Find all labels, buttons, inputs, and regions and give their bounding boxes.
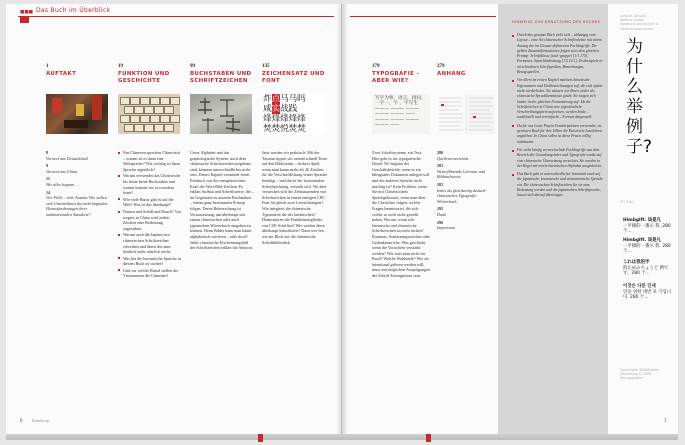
sample-text-4: 이것은 다른 인새 연을 위한 대번 보 기입니다. 280 个… <box>623 284 671 301</box>
bullet-item: Namen und Schall und Rauch? Von wegen: in China wird jedem Zeichen eine Bedeutung zugeordnet. <box>118 209 182 231</box>
chapter-2-number: 19 <box>118 64 123 69</box>
chapter-2-title: FUNKTION UND GESCHICHTE <box>118 71 170 84</box>
sidebar-title: HINWEISE ZUR BENUTZUNG DES BUCHES <box>512 20 601 24</box>
bullet-item: Was hat die koreanische Sprache in diesem Buch zu suchen? <box>118 256 182 267</box>
chapter-1-image <box>46 94 108 134</box>
chapter-6-number: 279 <box>437 64 445 69</box>
bullet-item: Warum auch die Japaner mit chinesischen Schriftzeichen schreiben und ihnen das zum deutlich mehr nützlich reicht. <box>118 232 182 254</box>
margin-notes-top: Lorbuus (Dusstl) Wallbus Global sansbuus und dunhen & Forschungsgenossen <box>620 14 659 31</box>
sidebar-item: Vor allem im ersten Kapitel machen chinesische Eigennamen und Titelbezeichnungen auf, die sich später nicht wiederholen. Sie müssen von Ihnen weder als chinesische Sprachkenntnisse geübt. Sie tragen sich immer in der gleichen Formatierung auf: Da die Schriftzeichen in China eine eigentümliche Verschreibungsform aufweisen, werden beide – traditionell und vereinfacht – Formen dargestellt. <box>512 78 604 120</box>
chapter-4-number: 135 <box>262 64 270 69</box>
sidebar-list <box>512 33 604 202</box>
column-1-text: 8 Vorwort aus Deutschland 9 Vorwort aus China 11 Wie alles begann … 14 Vier Fälle – viele Ansätze Wie stellen sich Unternehmen des mehrlingualen Herausforderungen ihrer multinationalen Standorte? <box>46 150 108 217</box>
column-5-text: Zwei Schriftsysteme, ein Text: Hier geht es ins typografische Detail. Wo beginnt der Geschäftsbetrieb, wenn er ein bilinguales Dokument anlegen soll und der anderen Sprache nicht mächtig ist? Kein Problem, wenn Sie mit Chinesischem Sprachgebrauch, wenn man über die Checkliste folgen, welche Fragen beantwortet, die sich vorher so noch nicht gestellt haben. Worum, wenn sich lateinische und chinesische Schriftzeichen zu nicht rächen? Kommas, Auslassungszeichen oder Gedankenstriche: Was geschieht, wenn die Vorsichten verstärkt werden? Wie setzt man nicht ein Buch? Welche Wahlstiele? Wer sie intentional gelesen werden will, muss mit möglichen Ausprägungen der Schrift Erzeugnissen sein. <box>372 150 430 279</box>
section-marker: ■■■ <box>20 10 34 15</box>
chapter-2-image <box>118 94 180 134</box>
bullet-item: Warum verwendet das Chinesische bis heute keine Buchstaben und warum können wir es trotzdem lesen? <box>118 173 182 195</box>
section-title: Das Buch im Überblick <box>36 7 111 14</box>
stone-carving-graphic <box>190 94 252 134</box>
book-spread <box>6 4 678 440</box>
section-tab <box>20 17 29 23</box>
column-6-text: 280 Quellenverzeichnis 281 Weiterführende Literatur und Bildnachweise 282 Index als gleichzeitig deutsch-chinesisches Typografie-Wörterbuch 295 Dank 296 Impressum <box>437 150 487 231</box>
chapter-5-title: TYPOGRAFIE – ABER WIE? <box>372 71 420 84</box>
sidebar-item: Durch das gesamte Buch zieht sich – abhängig vom Layout – eine Art chinesischer Schriftenleiste mit einem Auszug der im Glossar definierten Fachbegriffe. Die gelben Zusatzinformationen folgen stets dem gleichen Prinzip: Schriftklasse (und -gruppe) [1/1.175], Formenes, Sprachbedeutung [1.5 10.1], Textbeispiele in verschiedenen Schriftgrößen, Bemerkungen, Bezugsquellen. <box>512 33 604 75</box>
chapter-5-image <box>372 94 430 134</box>
header-rule <box>18 16 334 17</box>
index-pages-graphic <box>437 94 495 134</box>
sample-text-3: これは我的字 的ためのちょうど 例です。280 个… <box>623 260 669 277</box>
bullet-item: Und vor welche Rätsel stellen die Vietnamesen die Chinesen? <box>118 268 182 279</box>
usage-notes-sidebar <box>498 4 608 434</box>
chapter-1-title: AUFTAKT <box>46 71 77 77</box>
column-2-text <box>118 150 182 280</box>
bookmark-ribbon <box>258 434 263 442</box>
header-rule-right <box>350 16 496 17</box>
chapter-4-image <box>262 94 326 134</box>
chapter-6-title: ANHANG <box>437 71 466 77</box>
page-block-edge <box>6 434 678 440</box>
book-spine-shadow <box>336 4 348 434</box>
column-4-text: Jetzt werden wir praktisch: Mit der Tastatur tippen wir rasend schnell Texte auf den Bildschirm – leichtes Spiel, wenn man kaum mehr als 26 Zeichen für die Verschriftlichung seiner Sprache benötigt – und das in der horizontalen Schreibrichtung, versteht sich. Wo aber verstecken sich die Zehntausenden von Schriftzeichen in einem einzigen CJK-Font für gleich zwei Leserichtungen? Wie integriert die chinesische Typometrie die der lateinischen? Harmonieren die Familienmitglieder von CJK-Schriften? Wie werden diese überhaupt klassifiziert? Dazu wer-fen wir ein Blick auf die chinesische Schriftbibliothek. <box>262 150 328 245</box>
column-3-text: Unser Alphabet und das graphologische System, nach dem chinesische Schriftzeichen aufgebaut sind, könnten unterschiedlicher nicht sein. Dieses Kapitel vermittelt einen Eindruck von der metaphorischen Kraft der Wort-Bild-Zeichen. Es erklärt Aufbau und Schreibweise, die – im Gegensatz zu unseren Buchstaben – einem ganz bestimmten Prinzip folgen. Deren Beherrschung ist Voraussetzung, um überhaupt mit einem chinesischen oder auch japanischen Wörterbuch umgehen zu können. Denn Bilder kann man kaum alphabetisch sortieren – oder doch? Jedes chinesische Erscheinungsbild der Schriftzeichen erklärt die Antwort. <box>190 150 254 251</box>
margin-notes-bottom: Typischsten Bibliotheken Verwaltung & CHPD Bezugsquellen <box>620 368 660 381</box>
chapter-3-number: 99 <box>190 64 195 69</box>
left-page <box>6 4 342 434</box>
left-folio: 6 Einleitung <box>20 418 49 423</box>
chapter-3-title: BUCHSTABEN UND SCHRIFTZEICHEN <box>190 71 252 84</box>
sidebar-item: Das Buch geht in unterschiedlicher Intensität nach auf die japanische, koreanische und vietnamesische Sprache ein. Die chinesischen Schriftzeichen für sie zum Bedeutung werden und die japanischen Schriftsprache, lassen sich darauf übertragen. <box>512 172 604 198</box>
chapter-6-image <box>437 94 495 134</box>
bullet-item: Wie viele Hanzi gibt es auf der Welt? Was ist das überhaupt? <box>118 197 182 208</box>
chinese-headline: 为什么举例子? <box>626 37 653 157</box>
chapter-5-image-glyphs: 写字为事，语言，再问， 一字一，字 ，字写生 ——— ——— ——— ——— ——— —— ——— ——— ——— ——— —— <box>375 96 426 129</box>
right-folio: 7 <box>664 418 667 423</box>
chapter-3-image <box>190 94 252 134</box>
margin-size-label: W / 9?pt <box>620 200 634 204</box>
chapter-4-title: ZEICHENSATZ UND FONT <box>262 71 325 84</box>
sample-text-1: Himbglft. 该是凡 一平梯的一番示 我. 280 个… <box>623 218 671 235</box>
chapter-4-image-glyphs: 炸点马马吗 咸实战践 烽烽烽烽烽 焚焚悦焚焚 <box>263 94 306 134</box>
sample-text-2: Himbglft. 该是凡 一平梯的一番示 我. 280 个… <box>623 238 671 255</box>
bookmark-ribbon-2 <box>426 434 431 442</box>
bullet-item: Nur Chinesen sprechen Chinesisch – warum ist es dann eine Weltsprache? Wie wichtig ist diese Sprache eigentlich? <box>118 150 182 172</box>
sidebar-item: Da für uns Leute Pinyin-Transkriptionen verwendet, sie gewissen Buch für ihre Silben die Kaiserzeit-Lautlehren angelehnt. In China selbst ist diese Praxis völlig unbekannt. <box>512 124 604 145</box>
chapter-5-number: 179 <box>372 64 380 69</box>
chapter-1-number: 1 <box>46 64 49 69</box>
right-page <box>342 4 678 434</box>
sidebar-item: Für nicht häufig verwechselnde Fachbegriffe aus dem Bereich der Gestaltungslehre und Typografie wurde auf eine chinesische Übersetzung verzichtet. Sie werden in der Regel mit einem lateinischen Alphabet ausgedrückt. <box>512 148 604 169</box>
